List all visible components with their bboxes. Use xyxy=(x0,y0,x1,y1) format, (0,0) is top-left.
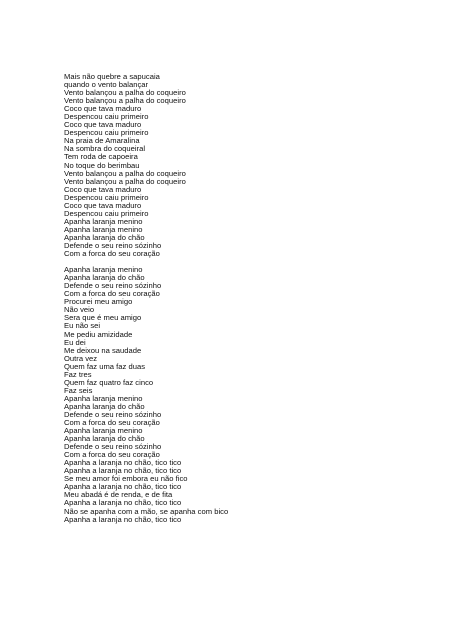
lyric-line: Apanha laranja do chão xyxy=(64,273,145,283)
lyric-line: Com a forca do seu coração xyxy=(64,418,160,428)
lyric-line: Apanha a laranja no chão, tico tico xyxy=(64,466,182,476)
lyric-line: Apanha a laranja no chão, tico tico xyxy=(64,498,182,508)
lyric-line: No toque do berimbau xyxy=(64,160,140,170)
lyric-line: Me deixou na saudade xyxy=(64,345,142,355)
lyric-line: Apanha laranja menino xyxy=(64,216,143,226)
lyric-line: Sera que é meu amigo xyxy=(64,313,142,323)
lyric-line: Eu dei xyxy=(64,337,86,347)
lyric-line: Meu abadá é de renda, e de fita xyxy=(64,490,173,500)
lyric-line: Apanha laranja do chão xyxy=(64,434,145,444)
lyric-line: Com a forca do seu coração xyxy=(64,450,160,460)
lyric-line: Apanha laranja menino xyxy=(64,393,143,403)
lyric-line: Vento balançou a palha do coqueiro xyxy=(64,96,186,106)
lyric-line: Vento balançou a palha do coqueiro xyxy=(64,88,186,98)
lyric-line: Apanha laranja do chão xyxy=(64,401,145,411)
lyric-line: Quem faz uma faz duas xyxy=(64,361,146,371)
lyric-line: Vento balançou a palha do coqueiro xyxy=(64,176,186,186)
lyric-line: Apanha laranja menino xyxy=(64,426,143,436)
lyric-line: Não se apanha com a mão, se apanha com bico xyxy=(64,506,229,516)
lyric-line: Faz tres xyxy=(64,369,92,379)
lyric-line: Despencou caiu primeiro xyxy=(64,192,149,202)
lyric-line: quando o vento balançar xyxy=(64,80,149,90)
lyric-line: Apanha laranja menino xyxy=(64,224,143,234)
lyric-line: Defende o seu reino sózinho xyxy=(64,240,162,250)
lyric-line: Coco que tava maduro xyxy=(64,184,142,194)
lyric-line: Com a forca do seu coração xyxy=(64,249,160,259)
lyric-line: Me pediu amizidade xyxy=(64,329,133,339)
lyric-line: Despencou caiu primeiro xyxy=(64,208,149,218)
lyric-line: Na sombra do coqueiral xyxy=(64,144,146,154)
lyric-line: Coco que tava maduro xyxy=(64,120,142,130)
lyric-line: Apanha a laranja no chão, tico tico xyxy=(64,514,182,524)
lyric-line: Vento balançou a palha do coqueiro xyxy=(64,168,186,178)
lyric-line: Apanha a laranja no chão, tico tico xyxy=(64,458,182,468)
lyric-line: Defende o seu reino sózinho xyxy=(64,281,162,291)
lyrics-text xyxy=(64,73,404,524)
lyric-line: Quem faz quatro faz cinco xyxy=(64,377,154,387)
lyric-line: Se meu amor foi embora eu não fico xyxy=(64,474,188,484)
lyric-line: Despencou caiu primeiro xyxy=(64,128,149,138)
lyric-line: Mais não quebre a sapucaia xyxy=(64,72,160,81)
lyric-line: Tem roda de capoeira xyxy=(64,152,138,162)
lyric-line: Defende o seu reino sózinho xyxy=(64,442,162,452)
lyric-line: Outra vez xyxy=(64,353,98,363)
lyric-line: Não veio xyxy=(64,305,95,315)
lyric-line: Despencou caiu primeiro xyxy=(64,112,149,122)
lyric-line: Apanha laranja menino xyxy=(64,265,143,275)
lyric-line: Na praia de Amaralina xyxy=(64,136,140,146)
lyric-line: Eu não sei xyxy=(64,321,101,331)
lyric-line: Coco que tava maduro xyxy=(64,200,142,210)
stanza xyxy=(64,73,404,258)
stanza xyxy=(64,266,404,524)
lyric-line: Faz seis xyxy=(64,385,93,395)
lyric-line: Apanha a laranja no chão, tico tico xyxy=(64,482,182,492)
lyric-line: Procurei meu amigo xyxy=(64,297,133,307)
lyric-line: Apanha laranja do chão xyxy=(64,232,145,242)
lyric-line: Defende o seu reino sózinho xyxy=(64,409,162,419)
lyric-line: Com a forca do seu coração xyxy=(64,289,160,299)
lyric-line: Coco que tava maduro xyxy=(64,104,142,114)
